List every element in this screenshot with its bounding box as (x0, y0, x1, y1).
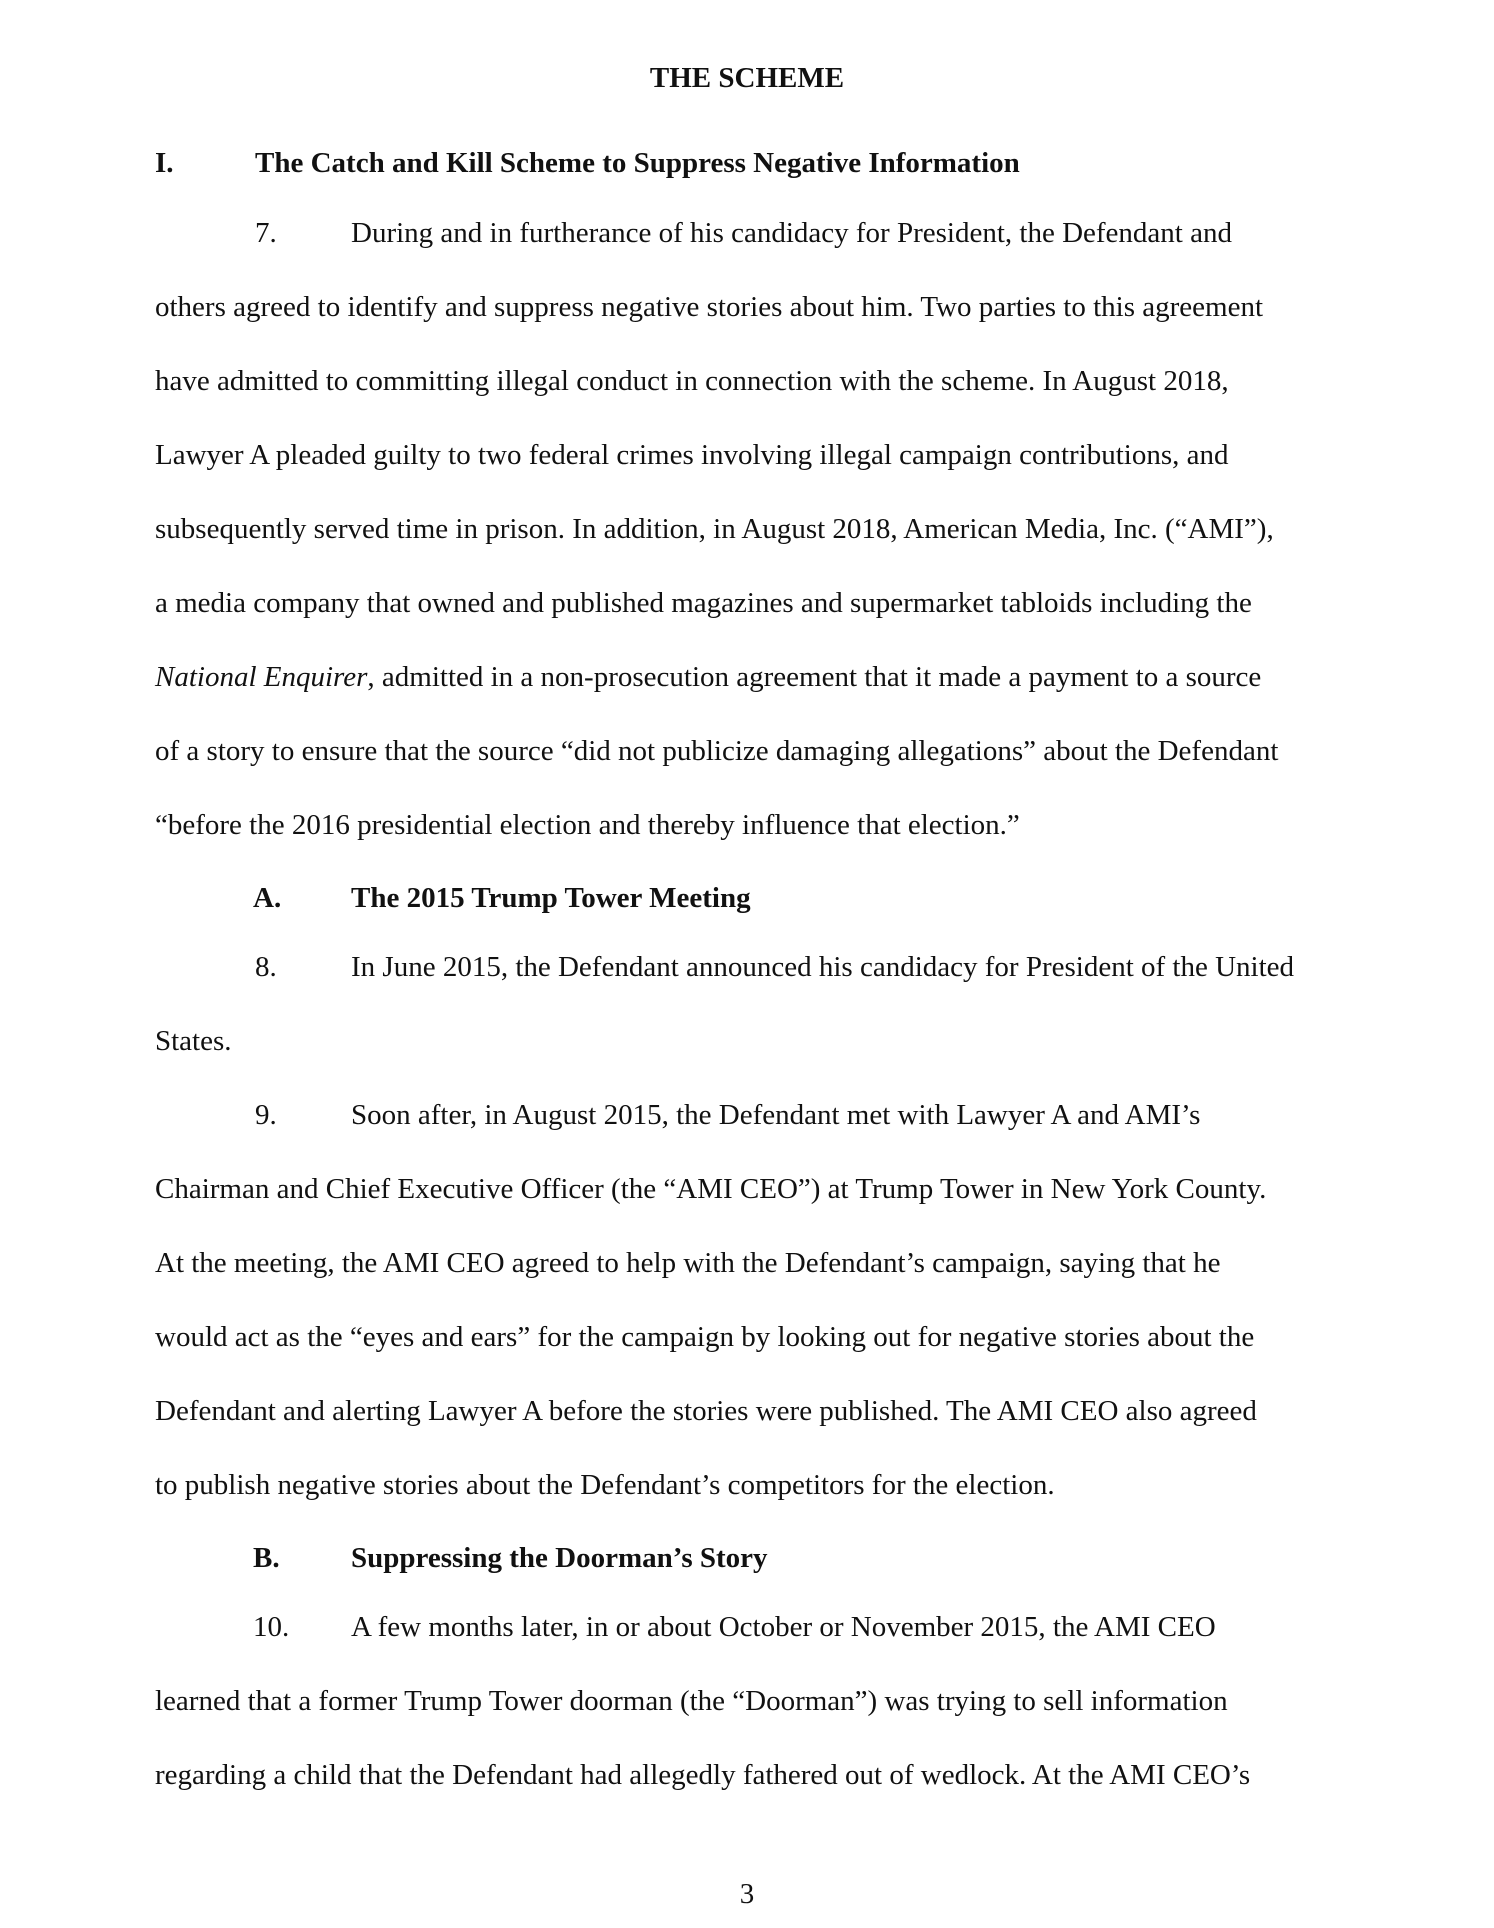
paragraph-number: 8. (255, 951, 277, 983)
subsection-letter: A. (253, 882, 282, 914)
paragraph-line: have admitted to committing illegal conduct in connection with the scheme. In August 2018, (155, 365, 1229, 397)
paragraph-line: to publish negative stories about the Defendant’s competitors for the election. (155, 1469, 1055, 1501)
paragraph-line: Soon after, in August 2015, the Defendant met with Lawyer A and AMI’s (351, 1099, 1201, 1131)
paragraph-number: 9. (255, 1099, 277, 1131)
paragraph-line: At the meeting, the AMI CEO agreed to help with the Defendant’s campaign, saying that he (155, 1247, 1221, 1279)
paragraph-line: learned that a former Trump Tower doorman (the “Doorman”) was trying to sell information (155, 1685, 1228, 1717)
paragraph-line (155, 660, 1261, 694)
section-heading: The Catch and Kill Scheme to Suppress Negative Information (255, 147, 1020, 179)
subsection-heading: The 2015 Trump Tower Meeting (351, 882, 751, 914)
paragraph-line: During and in furtherance of his candidacy for President, the Defendant and (351, 217, 1232, 249)
subsection-letter: B. (253, 1542, 280, 1574)
paragraph-line: A few months later, in or about October or November 2015, the AMI CEO (351, 1611, 1216, 1643)
publication-name: National Enquirer (155, 661, 368, 693)
subsection-heading: Suppressing the Doorman’s Story (351, 1542, 768, 1574)
paragraph-line: regarding a child that the Defendant had allegedly fathered out of wedlock. At the AMI CEO’s (155, 1759, 1251, 1791)
paragraph-line: Lawyer A pleaded guilty to two federal crimes involving illegal campaign contributions, and (155, 439, 1229, 471)
paragraph-number: 7. (255, 217, 277, 249)
paragraph-line: Chairman and Chief Executive Officer (the “AMI CEO”) at Trump Tower in New York County. (155, 1173, 1267, 1205)
page-number: 3 (739, 1878, 755, 1910)
paragraph-line: of a story to ensure that the source “did not publicize damaging allegations” about the Defendant (155, 735, 1279, 767)
paragraph-line: a media company that owned and published magazines and supermarket tabloids including the (155, 587, 1252, 619)
line-text: , admitted in a non-prosecution agreement that it made a payment to a source (367, 661, 1262, 693)
paragraph-line: others agreed to identify and suppress negative stories about him. Two parties to this agreement (155, 291, 1264, 323)
paragraph-line: States. (155, 1025, 232, 1057)
paragraph-line: subsequently served time in prison. In addition, in August 2018, American Media, Inc. (“AMI”), (155, 513, 1274, 545)
paragraph-line: Defendant and alerting Lawyer A before the stories were published. The AMI CEO also agreed (155, 1395, 1257, 1427)
section-number: I. (155, 147, 174, 179)
paragraph-line: “before the 2016 presidential election and thereby influence that election.” (155, 809, 1020, 841)
page-title: THE SCHEME (649, 62, 845, 94)
paragraph-number: 10. (253, 1611, 290, 1643)
paragraph-line: In June 2015, the Defendant announced his candidacy for President of the United (351, 951, 1295, 983)
paragraph-line: would act as the “eyes and ears” for the campaign by looking out for negative stories about the (155, 1321, 1255, 1353)
